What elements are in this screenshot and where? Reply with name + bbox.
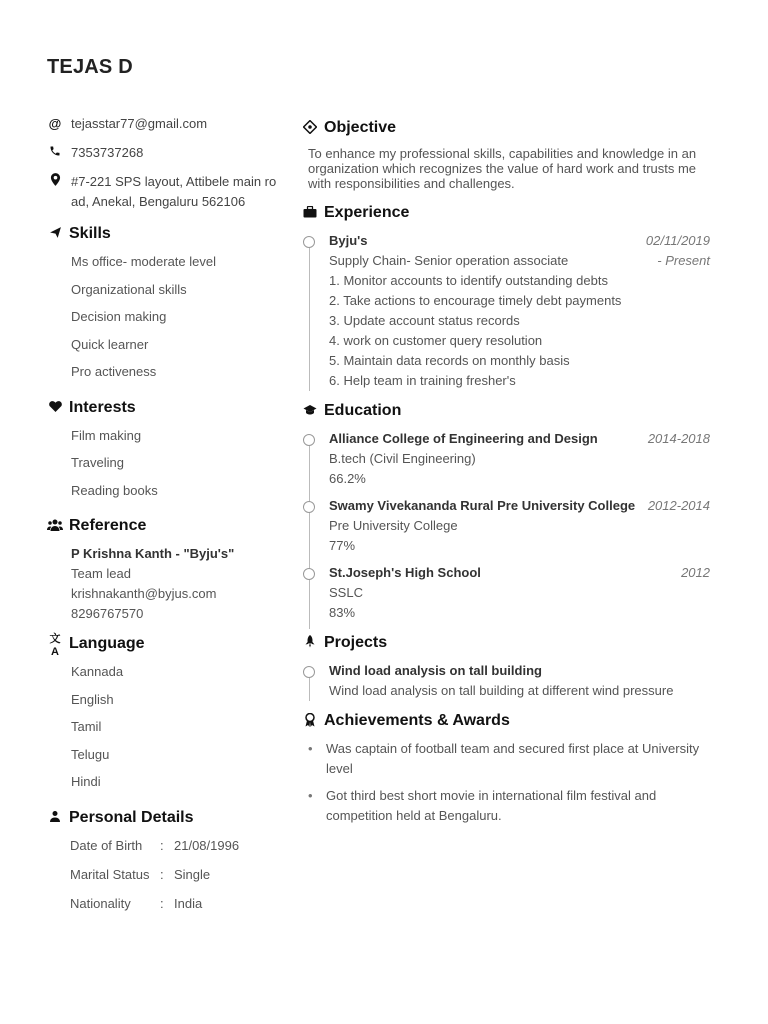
timeline-dot xyxy=(303,434,315,446)
list-item: Telugu xyxy=(71,746,110,762)
paper-plane-icon xyxy=(47,226,63,242)
experience-point: 5. Maintain data records on monthly basis xyxy=(329,353,570,368)
translate-icon: 文A xyxy=(49,633,61,658)
experience-point: 2. Take actions to encourage timely debt payments xyxy=(329,293,622,308)
experience-point: 6. Help team in training fresher's xyxy=(329,373,516,388)
timeline-dot xyxy=(303,568,315,580)
personal-row-nationality: Nationality : India xyxy=(70,895,203,911)
list-item: Quick learner xyxy=(71,336,149,352)
objective-heading: Objective xyxy=(302,116,710,140)
experience-point: 4. work on customer query resolution xyxy=(329,333,543,348)
phone-icon xyxy=(47,143,63,163)
education-entry: Swamy Vivekananda Rural Pre University College 2012-2014 Pre University College 77% xyxy=(302,496,710,556)
crosshair-icon xyxy=(302,120,318,137)
heart-icon xyxy=(47,400,63,415)
reference-name: P Krishna Kanth - "Byju's" xyxy=(71,546,235,561)
right-column xyxy=(302,116,710,833)
person-icon xyxy=(47,810,63,825)
personal-details xyxy=(47,836,279,923)
experience-point: 1. Monitor accounts to identify outstanding debts xyxy=(329,273,608,288)
education-entry: St.Joseph's High School 2012 SSLC 83% xyxy=(302,563,710,623)
resume-name: TEJAS D xyxy=(47,56,133,78)
experience-end-date: - Present xyxy=(657,253,710,268)
education-heading: Education xyxy=(302,399,710,423)
personal-row-dob: Date of Birth : 21/08/1996 xyxy=(70,837,240,853)
list-item: English xyxy=(71,691,114,707)
rocket-icon xyxy=(302,635,318,651)
project-description: Wind load analysis on tall building at different wind pressure xyxy=(329,683,674,698)
list-item: Traveling xyxy=(71,455,124,470)
timeline-dot xyxy=(303,236,315,248)
achievements-heading: Achievements & Awards xyxy=(302,709,710,733)
list-item: Tamil xyxy=(71,719,102,734)
timeline-line xyxy=(309,241,310,391)
timeline-dot xyxy=(303,666,315,678)
contact-address: #7-221 SPS layout, Attibele main road, Anekal, Bengaluru 562106 xyxy=(47,172,279,212)
graduation-cap-icon xyxy=(302,404,318,419)
reference-phone: 8296767570 xyxy=(71,606,144,621)
interests-list xyxy=(47,426,279,509)
objective-text: To enhance my professional skills, capabilities and knowledge in an organization which recognizes the value of hard work and trusts me with responsibilities and challenges. xyxy=(308,146,697,191)
list-item: Reading books xyxy=(71,482,158,498)
projects-heading: Projects xyxy=(302,631,710,655)
experience-entry xyxy=(302,231,710,391)
experience-point: 3. Update account status records xyxy=(329,313,520,328)
list-item: Film making xyxy=(71,427,142,443)
experience-heading: Experience xyxy=(302,201,710,225)
bullet-icon: • xyxy=(308,741,313,756)
project-title: Wind load analysis on tall building xyxy=(329,663,542,678)
interests-heading: Interests xyxy=(47,396,279,420)
skills-list xyxy=(47,252,279,390)
experience-company: Byju's xyxy=(329,233,368,248)
education-timeline xyxy=(302,429,710,623)
at-sign-icon: @ xyxy=(48,116,62,131)
reference-role: Team lead xyxy=(71,566,131,581)
personal-row-marital: Marital Status : Single xyxy=(70,866,211,882)
list-item: • Got third best short movie in international film festival and competition held at Bengaluru. xyxy=(308,788,657,823)
reference-entry xyxy=(71,544,279,624)
language-heading: 文A Language xyxy=(47,632,279,656)
language-list xyxy=(47,662,279,800)
reference-email: krishnakanth@byjus.com xyxy=(71,586,217,601)
skills-heading: Skills xyxy=(47,222,279,246)
list-item: • Was captain of football team and secured first place at University level xyxy=(308,741,700,776)
users-icon xyxy=(47,519,63,534)
list-item: Pro activeness xyxy=(71,364,157,379)
list-item: Organizational skills xyxy=(71,281,187,297)
list-item: Hindi xyxy=(71,774,101,789)
award-ribbon-icon xyxy=(302,713,318,730)
education-entry: Alliance College of Engineering and Design 2014-2018 B.tech (Civil Engineering) 66.2% xyxy=(302,429,710,489)
location-pin-icon xyxy=(47,172,63,192)
project-entry xyxy=(302,661,710,701)
personal-details-heading: Personal Details xyxy=(47,806,279,830)
bullet-icon: • xyxy=(308,788,313,803)
contact-email: @ tejasstar77@gmail.com xyxy=(47,114,279,134)
list-item: Ms office- moderate level xyxy=(71,254,216,269)
experience-start-date: 02/11/2019 xyxy=(645,233,710,248)
briefcase-icon xyxy=(302,206,318,221)
list-item: Kannada xyxy=(71,664,124,679)
experience-role: Supply Chain- Senior operation associate xyxy=(329,253,569,268)
list-item: Decision making xyxy=(71,309,167,324)
achievements-list xyxy=(302,739,710,826)
timeline-dot xyxy=(303,501,315,513)
left-column xyxy=(47,114,279,923)
reference-heading: Reference xyxy=(47,514,279,538)
contact-phone: 7353737268 xyxy=(47,143,279,163)
